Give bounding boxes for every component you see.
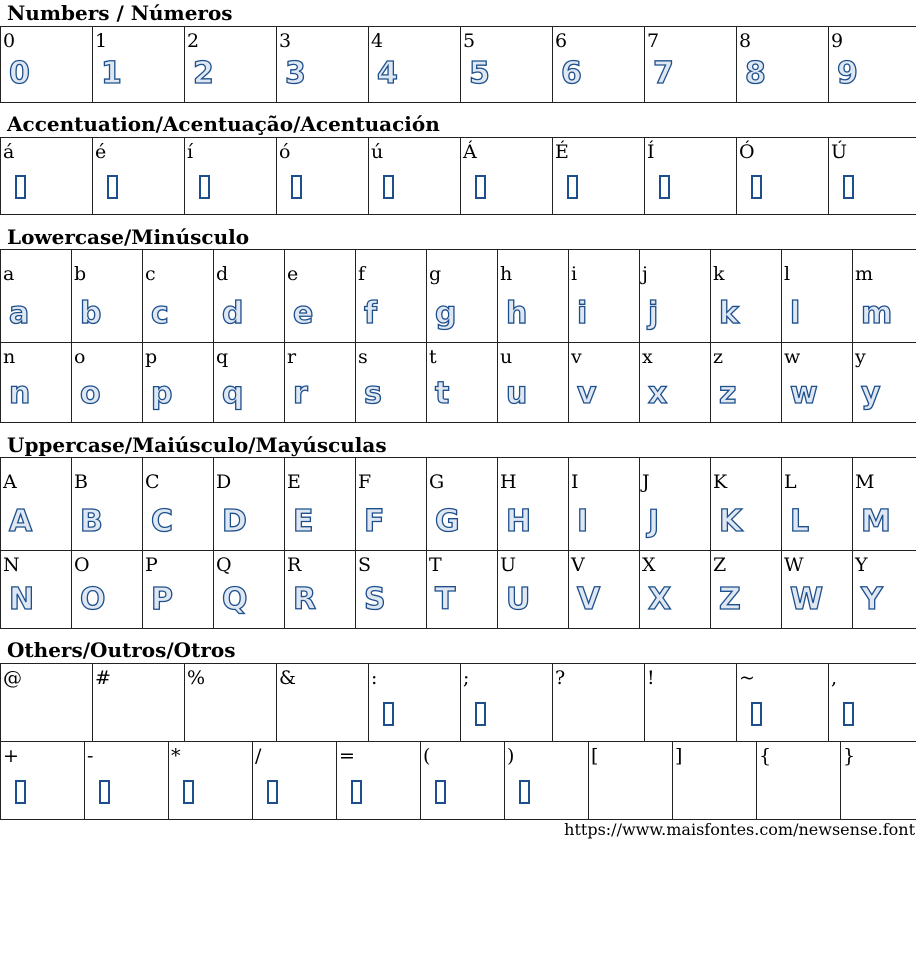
glyph-cell bbox=[1, 664, 93, 742]
glyph-label: 8 bbox=[739, 30, 752, 52]
glyph-sample: X bbox=[648, 582, 672, 617]
glyph-sample: v bbox=[577, 376, 597, 411]
glyph-cell bbox=[285, 458, 356, 551]
glyph-sample: B bbox=[80, 504, 103, 539]
glyph-label: ú bbox=[371, 141, 384, 163]
glyph-cell bbox=[1, 250, 72, 343]
glyph-sample: 6 bbox=[561, 56, 582, 91]
glyph-sample: b bbox=[80, 296, 102, 331]
glyph-label: C bbox=[145, 471, 160, 493]
glyph-cell bbox=[461, 27, 553, 103]
glyph-cell bbox=[369, 664, 461, 742]
glyph-cell bbox=[72, 551, 143, 629]
glyph-label: y bbox=[855, 346, 866, 368]
glyph-label: ; bbox=[463, 667, 470, 689]
glyph-cell bbox=[72, 343, 143, 423]
glyph-sample: p bbox=[151, 376, 173, 411]
glyph-cell bbox=[427, 551, 498, 629]
glyph-label: L bbox=[784, 471, 797, 493]
missing-glyph-icon bbox=[383, 175, 394, 199]
missing-glyph-icon bbox=[751, 702, 762, 726]
glyph-cell bbox=[461, 138, 553, 215]
glyph-cell bbox=[569, 551, 640, 629]
glyph-sample: o bbox=[80, 376, 101, 411]
glyph-label: & bbox=[279, 667, 296, 689]
glyph-cell bbox=[369, 27, 461, 103]
glyph-cell bbox=[93, 664, 185, 742]
glyph-sample: i bbox=[577, 296, 588, 331]
glyph-sample: q bbox=[222, 376, 244, 411]
glyph-sample: 5 bbox=[469, 56, 490, 91]
glyph-sample: f bbox=[364, 296, 378, 331]
glyph-label: 6 bbox=[555, 30, 568, 52]
glyph-label: U bbox=[500, 554, 517, 576]
missing-glyph-icon bbox=[751, 175, 762, 199]
glyph-label: Q bbox=[216, 554, 232, 576]
glyph-sample: l bbox=[790, 296, 801, 331]
glyph-label: n bbox=[3, 346, 16, 368]
glyph-sample: 7 bbox=[653, 56, 674, 91]
glyph-label: Ú bbox=[831, 141, 848, 163]
glyph-sample: O bbox=[80, 582, 106, 617]
glyph-cell bbox=[285, 250, 356, 343]
glyph-label: % bbox=[187, 667, 206, 689]
glyph-sample: y bbox=[861, 376, 881, 411]
glyph-cell bbox=[757, 742, 841, 820]
glyph-cell bbox=[737, 27, 829, 103]
glyph-label: ) bbox=[507, 745, 515, 767]
glyph-label: q bbox=[216, 346, 229, 368]
glyph-label: 2 bbox=[187, 30, 200, 52]
glyph-label: G bbox=[429, 471, 445, 493]
glyph-cell bbox=[1, 458, 72, 551]
glyph-label: W bbox=[784, 554, 804, 576]
glyph-cell bbox=[337, 742, 421, 820]
glyph-row bbox=[1, 742, 916, 820]
glyph-sample: c bbox=[151, 296, 169, 331]
glyph-label: i bbox=[571, 263, 578, 285]
glyph-cell bbox=[1, 551, 72, 629]
glyph-sample: 1 bbox=[101, 56, 122, 91]
glyph-cell bbox=[143, 250, 214, 343]
glyph-sample: L bbox=[790, 504, 810, 539]
glyph-sample: w bbox=[790, 376, 818, 411]
glyph-cell bbox=[505, 742, 589, 820]
glyph-label: K bbox=[713, 471, 728, 493]
glyph-cell bbox=[498, 458, 569, 551]
glyph-cell bbox=[782, 343, 853, 423]
glyph-sample: M bbox=[861, 504, 891, 539]
glyph-cell bbox=[421, 742, 505, 820]
glyph-cell bbox=[853, 343, 916, 423]
glyph-cell bbox=[93, 138, 185, 215]
glyph-label: * bbox=[171, 745, 181, 767]
missing-glyph-icon bbox=[519, 780, 530, 804]
glyph-cell bbox=[569, 343, 640, 423]
glyph-cell bbox=[85, 742, 169, 820]
glyph-cell bbox=[356, 458, 427, 551]
glyph-sample: H bbox=[506, 504, 532, 539]
glyph-cell bbox=[673, 742, 757, 820]
glyph-cell bbox=[214, 458, 285, 551]
glyph-label: [ bbox=[591, 745, 599, 767]
glyph-cell bbox=[93, 27, 185, 103]
glyph-label: S bbox=[358, 554, 372, 576]
glyph-row bbox=[1, 138, 916, 215]
glyph-cell bbox=[498, 343, 569, 423]
glyph-cell bbox=[1, 27, 93, 103]
glyph-cell bbox=[553, 664, 645, 742]
glyph-label: Y bbox=[855, 554, 868, 576]
glyph-label: { bbox=[759, 745, 772, 767]
glyph-label: / bbox=[255, 745, 262, 767]
glyph-cell bbox=[589, 742, 673, 820]
missing-glyph-icon bbox=[107, 175, 118, 199]
glyph-sample: N bbox=[9, 582, 35, 617]
glyph-sample: G bbox=[435, 504, 460, 539]
glyph-cell bbox=[645, 138, 737, 215]
glyph-cell bbox=[214, 343, 285, 423]
glyph-cell bbox=[645, 27, 737, 103]
glyph-label: # bbox=[95, 667, 111, 689]
glyph-label: z bbox=[713, 346, 724, 368]
missing-glyph-icon bbox=[99, 780, 110, 804]
accents-grid bbox=[0, 137, 916, 215]
glyph-sample: P bbox=[151, 582, 173, 617]
glyph-cell bbox=[841, 742, 916, 820]
glyph-cell bbox=[356, 250, 427, 343]
glyph-cell bbox=[782, 250, 853, 343]
glyph-label: h bbox=[500, 263, 513, 285]
glyph-cell bbox=[829, 138, 916, 215]
glyph-label: 4 bbox=[371, 30, 384, 52]
glyph-label: w bbox=[784, 346, 801, 368]
section-title-numbers: Numbers / Números bbox=[7, 1, 233, 25]
glyph-label: c bbox=[145, 263, 156, 285]
glyph-label: : bbox=[371, 667, 378, 689]
missing-glyph-icon bbox=[435, 780, 446, 804]
glyph-sample: z bbox=[719, 376, 737, 411]
glyph-sample: r bbox=[293, 376, 308, 411]
glyph-cell bbox=[569, 250, 640, 343]
glyph-label: x bbox=[642, 346, 653, 368]
glyph-label: l bbox=[784, 263, 791, 285]
glyph-cell bbox=[711, 250, 782, 343]
glyph-cell bbox=[569, 458, 640, 551]
glyph-cell bbox=[640, 458, 711, 551]
glyph-sample: F bbox=[364, 504, 385, 539]
glyph-label: í bbox=[187, 141, 194, 163]
glyph-cell bbox=[285, 343, 356, 423]
glyph-label: 5 bbox=[463, 30, 476, 52]
others-grid-row2 bbox=[0, 741, 916, 820]
glyph-label: B bbox=[74, 471, 88, 493]
glyph-sample: 3 bbox=[285, 56, 306, 91]
glyph-label: X bbox=[642, 554, 656, 576]
glyph-cell bbox=[645, 664, 737, 742]
glyph-sample: U bbox=[506, 582, 531, 617]
glyph-label: N bbox=[3, 554, 20, 576]
glyph-label: a bbox=[3, 263, 15, 285]
glyph-cell bbox=[427, 250, 498, 343]
glyph-cell bbox=[185, 27, 277, 103]
missing-glyph-icon bbox=[383, 702, 394, 726]
glyph-label: t bbox=[429, 346, 437, 368]
glyph-label: E bbox=[287, 471, 301, 493]
glyph-cell bbox=[640, 551, 711, 629]
glyph-label: , bbox=[831, 667, 838, 689]
missing-glyph-icon bbox=[475, 175, 486, 199]
glyph-cell bbox=[369, 138, 461, 215]
glyph-sample: V bbox=[577, 582, 601, 617]
glyph-sample: h bbox=[506, 296, 528, 331]
glyph-cell bbox=[853, 250, 916, 343]
glyph-label: 3 bbox=[279, 30, 292, 52]
glyph-cell bbox=[782, 458, 853, 551]
glyph-row bbox=[1, 458, 916, 551]
glyph-row bbox=[1, 551, 916, 629]
glyph-sample: x bbox=[648, 376, 668, 411]
glyph-sample: u bbox=[506, 376, 528, 411]
glyph-cell bbox=[853, 458, 916, 551]
missing-glyph-icon bbox=[843, 702, 854, 726]
glyph-label: p bbox=[145, 346, 158, 368]
glyph-cell bbox=[185, 664, 277, 742]
glyph-label: f bbox=[358, 263, 366, 285]
glyph-label: 0 bbox=[3, 30, 16, 52]
glyph-row bbox=[1, 343, 916, 423]
glyph-cell bbox=[461, 664, 553, 742]
glyph-cell bbox=[829, 664, 916, 742]
glyph-sample: 8 bbox=[745, 56, 766, 91]
glyph-sample: d bbox=[222, 296, 244, 331]
glyph-label: R bbox=[287, 554, 302, 576]
missing-glyph-icon bbox=[15, 175, 26, 199]
glyph-row bbox=[1, 27, 916, 103]
glyph-sample: 9 bbox=[837, 56, 858, 91]
glyph-sample: a bbox=[9, 296, 30, 331]
numbers-grid bbox=[0, 26, 916, 103]
glyph-sample: s bbox=[364, 376, 382, 411]
others-grid-row1 bbox=[0, 663, 916, 742]
glyph-cell bbox=[737, 664, 829, 742]
glyph-label: ! bbox=[647, 667, 655, 689]
glyph-cell bbox=[143, 343, 214, 423]
glyph-label: v bbox=[571, 346, 582, 368]
glyph-cell bbox=[253, 742, 337, 820]
glyph-cell bbox=[169, 742, 253, 820]
glyph-cell bbox=[214, 551, 285, 629]
glyph-sample: Q bbox=[222, 582, 248, 617]
glyph-sample: T bbox=[435, 582, 456, 617]
missing-glyph-icon bbox=[659, 175, 670, 199]
glyph-sample: Y bbox=[861, 582, 883, 617]
glyph-label: M bbox=[855, 471, 875, 493]
glyph-sample: J bbox=[648, 504, 660, 539]
glyph-cell bbox=[72, 250, 143, 343]
glyph-cell bbox=[711, 551, 782, 629]
glyph-label: ó bbox=[279, 141, 291, 163]
glyph-label: @ bbox=[3, 667, 22, 689]
glyph-label: I bbox=[571, 471, 579, 493]
glyph-cell bbox=[711, 343, 782, 423]
glyph-sample: C bbox=[151, 504, 174, 539]
glyph-sample: j bbox=[648, 296, 659, 331]
glyph-cell bbox=[498, 250, 569, 343]
glyph-label: É bbox=[555, 141, 569, 163]
glyph-label: ? bbox=[555, 667, 566, 689]
glyph-label: é bbox=[95, 141, 107, 163]
glyph-sample: k bbox=[719, 296, 739, 331]
glyph-label: V bbox=[571, 554, 585, 576]
glyph-label: d bbox=[216, 263, 229, 285]
glyph-sample: I bbox=[577, 504, 589, 539]
glyph-sample: K bbox=[719, 504, 743, 539]
glyph-cell bbox=[1, 742, 85, 820]
source-url[interactable]: https://www.maisfontes.com/newsense.font bbox=[564, 820, 915, 839]
missing-glyph-icon bbox=[267, 780, 278, 804]
glyph-label: D bbox=[216, 471, 232, 493]
glyph-label: - bbox=[87, 745, 94, 767]
section-title-uppercase: Uppercase/Maiúsculo/Mayúsculas bbox=[7, 433, 387, 457]
glyph-cell bbox=[640, 343, 711, 423]
glyph-label: H bbox=[500, 471, 517, 493]
glyph-sample: g bbox=[435, 296, 457, 331]
glyph-cell bbox=[829, 27, 916, 103]
glyph-label: Á bbox=[463, 141, 477, 163]
lowercase-grid bbox=[0, 249, 916, 423]
glyph-sample: Z bbox=[719, 582, 741, 617]
glyph-label: j bbox=[642, 263, 648, 285]
glyph-cell bbox=[356, 343, 427, 423]
glyph-label: g bbox=[429, 263, 442, 285]
missing-glyph-icon bbox=[15, 780, 26, 804]
glyph-label: m bbox=[855, 263, 874, 285]
missing-glyph-icon bbox=[183, 780, 194, 804]
glyph-cell bbox=[737, 138, 829, 215]
glyph-sample: A bbox=[9, 504, 33, 539]
glyph-cell bbox=[214, 250, 285, 343]
glyph-sample: t bbox=[435, 376, 450, 411]
glyph-sample: 2 bbox=[193, 56, 214, 91]
glyph-sample: R bbox=[293, 582, 317, 617]
glyph-cell bbox=[553, 138, 645, 215]
section-title-accents: Accentuation/Acentuação/Acentuación bbox=[7, 112, 440, 136]
glyph-label: J bbox=[642, 471, 650, 493]
glyph-label: A bbox=[3, 471, 17, 493]
glyph-cell bbox=[711, 458, 782, 551]
glyph-label: } bbox=[843, 745, 856, 767]
glyph-cell bbox=[277, 664, 369, 742]
glyph-cell bbox=[427, 343, 498, 423]
glyph-row bbox=[1, 250, 916, 343]
glyph-label: 9 bbox=[831, 30, 844, 52]
glyph-label: ( bbox=[423, 745, 431, 767]
glyph-sample: S bbox=[364, 582, 386, 617]
glyph-cell bbox=[185, 138, 277, 215]
missing-glyph-icon bbox=[291, 175, 302, 199]
glyph-cell bbox=[1, 343, 72, 423]
glyph-cell bbox=[277, 27, 369, 103]
glyph-label: r bbox=[287, 346, 297, 368]
glyph-cell bbox=[427, 458, 498, 551]
glyph-sample: 0 bbox=[9, 56, 30, 91]
glyph-sample: m bbox=[861, 296, 893, 331]
uppercase-grid bbox=[0, 457, 916, 629]
glyph-cell bbox=[498, 551, 569, 629]
glyph-cell bbox=[143, 458, 214, 551]
glyph-cell bbox=[356, 551, 427, 629]
glyph-label: Í bbox=[647, 141, 655, 163]
glyph-sample: D bbox=[222, 504, 247, 539]
missing-glyph-icon bbox=[567, 175, 578, 199]
glyph-cell bbox=[782, 551, 853, 629]
glyph-label: Z bbox=[713, 554, 727, 576]
section-title-others: Others/Outros/Otros bbox=[7, 638, 236, 662]
glyph-cell bbox=[553, 27, 645, 103]
glyph-label: k bbox=[713, 263, 725, 285]
glyph-label: ~ bbox=[739, 667, 755, 689]
glyph-label: T bbox=[429, 554, 442, 576]
glyph-sample: e bbox=[293, 296, 314, 331]
glyph-cell bbox=[72, 458, 143, 551]
glyph-label: ] bbox=[675, 745, 683, 767]
glyph-label: Ó bbox=[739, 141, 755, 163]
glyph-cell bbox=[285, 551, 356, 629]
glyph-label: e bbox=[287, 263, 299, 285]
glyph-label: F bbox=[358, 471, 372, 493]
glyph-cell bbox=[640, 250, 711, 343]
glyph-cell bbox=[853, 551, 916, 629]
glyph-label: 1 bbox=[95, 30, 108, 52]
missing-glyph-icon bbox=[351, 780, 362, 804]
glyph-label: á bbox=[3, 141, 15, 163]
glyph-label: O bbox=[74, 554, 90, 576]
glyph-cell bbox=[1, 138, 93, 215]
glyph-label: = bbox=[339, 745, 355, 767]
glyph-sample: W bbox=[790, 582, 824, 617]
glyph-label: + bbox=[3, 745, 19, 767]
glyph-cell bbox=[143, 551, 214, 629]
glyph-sample: E bbox=[293, 504, 314, 539]
glyph-label: o bbox=[74, 346, 86, 368]
glyph-sample: n bbox=[9, 376, 31, 411]
missing-glyph-icon bbox=[843, 175, 854, 199]
glyph-sample: 4 bbox=[377, 56, 398, 91]
glyph-label: u bbox=[500, 346, 513, 368]
glyph-label: s bbox=[358, 346, 368, 368]
glyph-cell bbox=[277, 138, 369, 215]
glyph-label: 7 bbox=[647, 30, 660, 52]
missing-glyph-icon bbox=[199, 175, 210, 199]
glyph-row bbox=[1, 664, 916, 742]
section-title-lowercase: Lowercase/Minúsculo bbox=[7, 225, 250, 249]
glyph-label: b bbox=[74, 263, 87, 285]
missing-glyph-icon bbox=[475, 702, 486, 726]
glyph-label: P bbox=[145, 554, 158, 576]
